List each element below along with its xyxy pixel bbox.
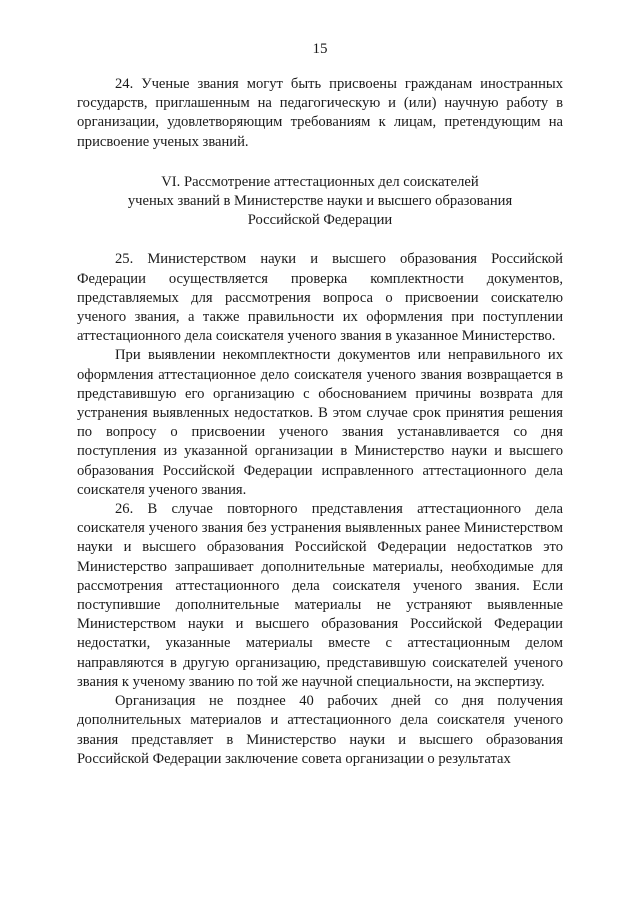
paragraph-25-continued: При выявлении некомплектности документов или неправильного их оформления аттестационное дело соискателя ученого звания возвращается в представившую его организацию с обоснованием причины возврата для устранения выявленных недостатков. В этом случае срок принятия решения по вопросу о присвоении ученого звания устанавливается со дня поступления из указанной организации в Министерство науки и высшего образования Российской Федерации исправленного аттестационного дела соискателя ученого звания. xyxy=(77,347,563,498)
paragraph-26-continued: Организация не позднее 40 рабочих дней со дня получения дополнительных материалов и аттестационного дела соискателя ученого звания представляет в Министерство науки и высшего образования Российской Федерации заключение совета организации о результатах xyxy=(77,693,563,767)
document-body xyxy=(77,75,563,769)
paragraph-24: 24. Ученые звания могут быть присвоены гражданам иностранных государств, приглашенным на педагогическую и (или) научную работу в организации, удовлетворяющим требованиям к лицам, претендующим на присвоение ученых званий. xyxy=(77,76,563,150)
section-heading-line: Российской Федерации xyxy=(247,212,393,229)
paragraph-25: 25. Министерством науки и высшего образования Российской Федерации осуществляется проверка комплектности документов, представляемых для рассмотрения вопроса о присвоении соискателю ученого звания, а также правильности их оформления при поступлении аттестационного дела соискателя ученого звания в указанное Министерство. xyxy=(77,251,563,345)
paragraph-26: 26. В случае повторного представления аттестационного дела соискателя ученого звания без устранения выявленных ранее Министерством науки и высшего образования Российской Федерации недостатков это Министерство запрашивает дополнительные материалы, необходимые для рассмотрения аттестационного дела соискателя ученого звания. Если поступившие дополнительные материалы не устраняют выявленные Министерством науки и высшего образования Российской Федерации недостатки, указанные материалы вместе с аттестационным делом направляются в другую организацию, представившую соискателей ученого звания к ученому званию по той же научной специальности, на экспертизу. xyxy=(77,501,563,690)
section-heading xyxy=(77,173,563,231)
page-number: 15 xyxy=(312,41,328,57)
section-heading-line: ученых званий в Министерстве науки и высшего образования xyxy=(127,193,513,210)
section-heading-line: VI. Рассмотрение аттестационных дел соискателей xyxy=(161,173,479,190)
